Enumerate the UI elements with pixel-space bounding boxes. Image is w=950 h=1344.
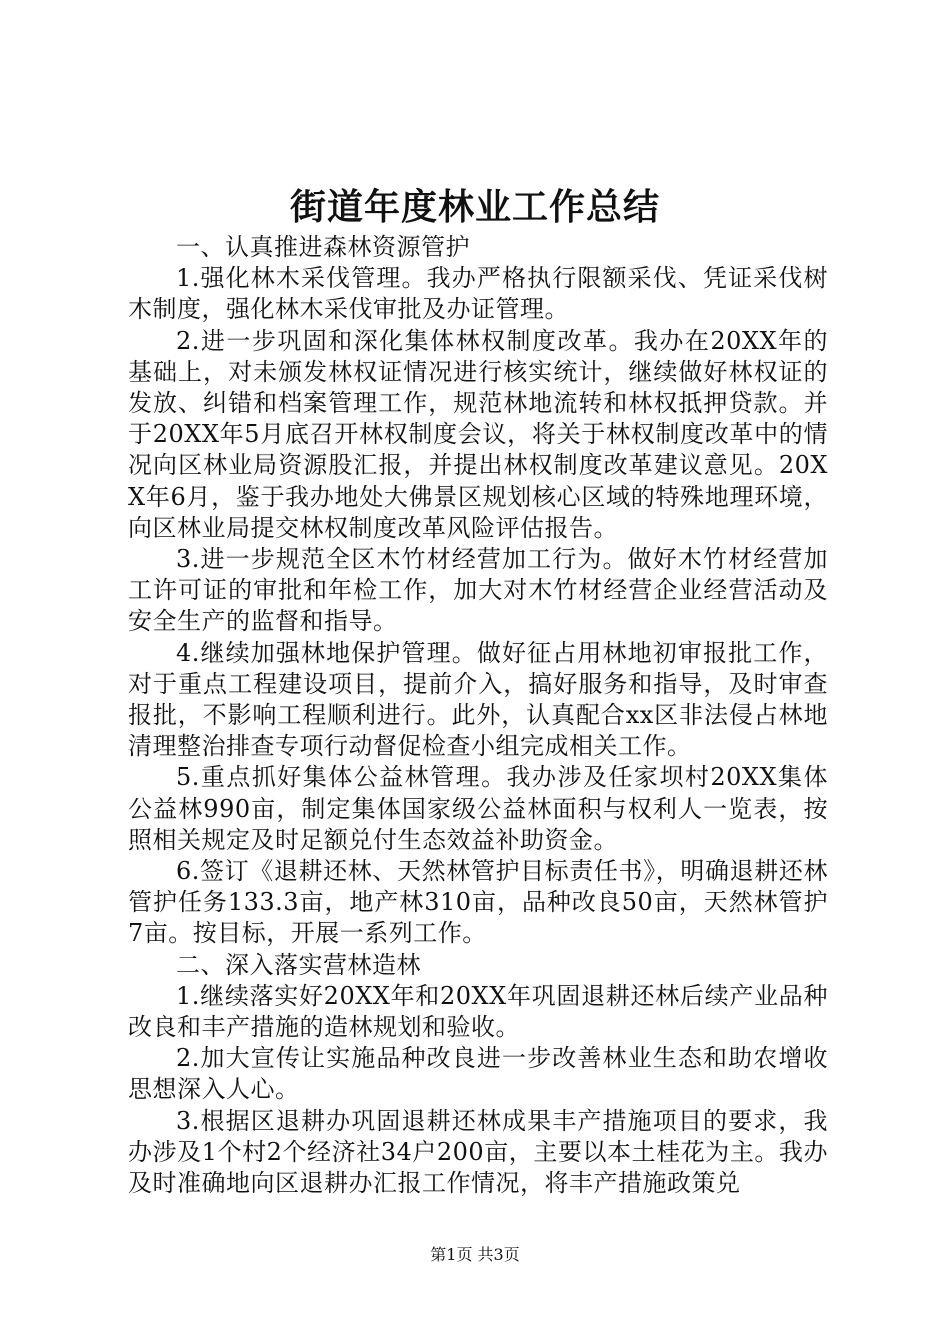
document-title: 街道年度林业工作总结: [289, 187, 660, 228]
paragraph-2-1: 1.继续落实好20XX年和20XX年巩固退耕还林后续产业品种改良和丰产措施的造林规划和验收。: [128, 981, 828, 1042]
section-heading-2: 二、深入落实营林造林: [176, 950, 421, 979]
paragraph-2-3: 3.根据区退耕办巩固退耕还林成果丰产措施项目的要求，我办涉及1个村2个经济社34户200亩，主要以本土桂花为主。我办及时准确地向区退耕办汇报工作情况，将丰产措施政策兑: [128, 1106, 828, 1198]
paragraph-1-3: 3.进一步规范全区木竹材经营加工行为。做好木竹材经营加工许可证的审批和年检工作，加大对木竹材经营企业经营活动及安全生产的监督和指导。: [128, 545, 828, 636]
paragraph-2-2: 2.加大宣传让实施品种改良进一步改善林业生态和助农增收思想深入人心。: [128, 1044, 828, 1104]
paragraph-1-4: 4.继续加强林地保护管理。做好征占用林地初审报批工作，对于重点工程建设项目，提前介入，搞好服务和指导，及时审查报批，不影响工程顺利进行。此外，认真配合xx区非法侵占林地清理整治排查专项行动督促检查小组完成相关工作。: [128, 638, 828, 761]
page-footer: 第1页 共3页: [430, 1245, 520, 1264]
paragraph-1-5: 5.重点抓好集体公益林管理。我办涉及任家坝村20XX集体公益林990亩，制定集体国家级公益林面积与权利人一览表，按照相关规定及时足额兑付生态效益补助资金。: [128, 763, 828, 854]
paragraph-1-6: 6.签订《退耕还林、天然林管护目标责任书》，明确退耕还林管护任务133.3亩，地产林310亩，品种改良50亩，天然林管护7亩。按目标，开展一系列工作。: [128, 857, 828, 948]
paragraph-1-1: 1.强化林木采伐管理。我办严格执行限额采伐、凭证采伐树木制度，强化林木采伐审批及办证管理。: [128, 264, 828, 324]
document-body: [128, 232, 828, 1199]
paragraph-1-2: 2.进一步巩固和深化集体林权制度改革。我办在20XX年的基础上，对未颁发林权证情况进行核实统计，继续做好林权证的发放、纠错和档案管理工作，规范林地流转和林权抵押贷款。并于20XX年5月底召开林权制度会议，将关于林权制度改革中的情况向区林业局资源股汇报，并提出林权制度改革建议意见。20XX年6月，鉴于我办地处大佛景区规划核心区域的特殊地理环境，向区林业局提交林权制度改革风险评估报告。: [128, 326, 828, 542]
section-heading-1: 一、认真推进森林资源管护: [176, 233, 470, 261]
